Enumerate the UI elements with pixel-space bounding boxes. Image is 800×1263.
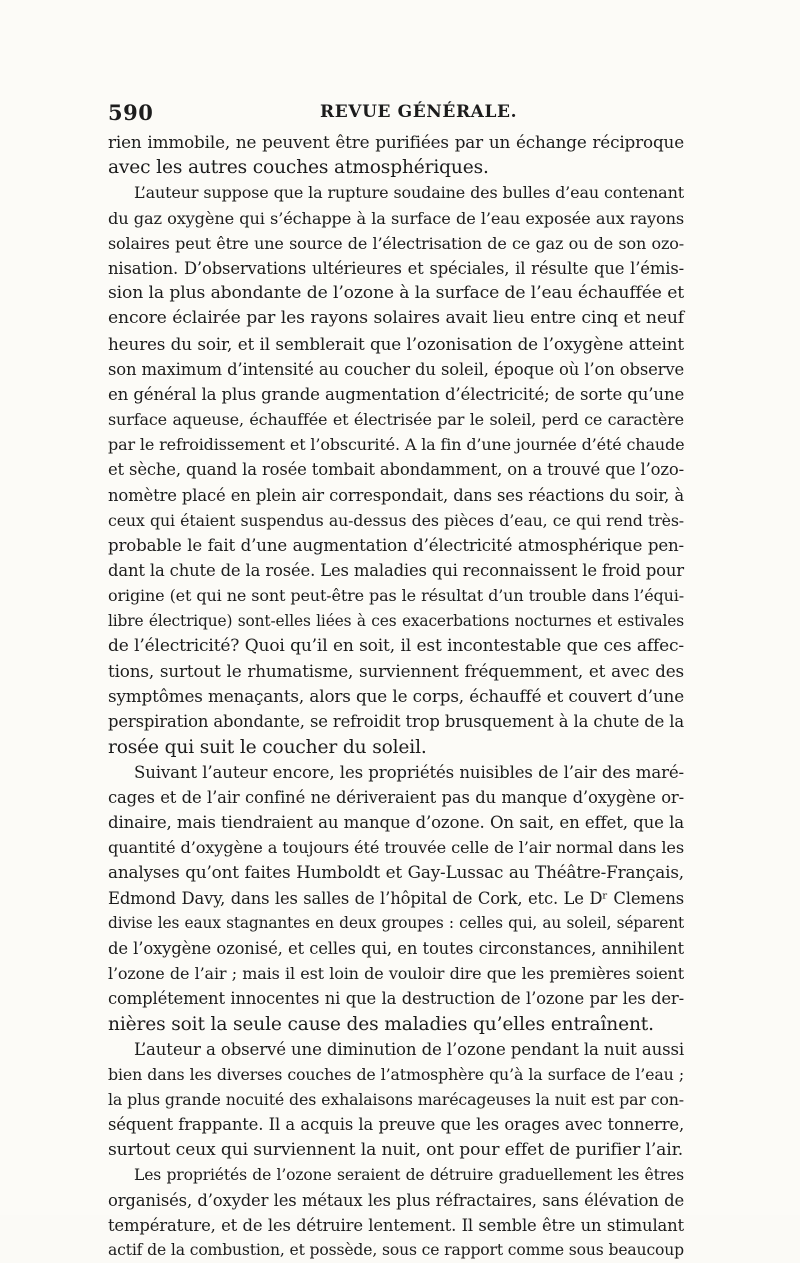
body-text	[108, 130, 684, 1263]
text-line: probable le fait d’une augmentation d’électricité atmosphérique pen-	[108, 536, 684, 555]
text-line: séquent frappante. Il a acquis la preuve que les orages avec tonnerre,	[108, 1115, 684, 1135]
page-header	[108, 100, 684, 128]
text-line: tions, surtout le rhumatisme, surviennent fréquemment, et avec des	[108, 660, 684, 681]
text-line: divise les eaux stagnantes en deux groupes : celles qui, au soleil, séparent	[108, 913, 684, 932]
text-line: en général la plus grande augmentation d’électricité; de sorte qu’une	[108, 384, 685, 404]
text-line: de l’électricité? Quoi qu’il en soit, il est incontestable que ces affec-	[108, 635, 684, 656]
text-line: sion la plus abondante de l’ozone à la surface de l’eau échauffée et	[108, 283, 684, 304]
text-line: température, et de les détruire lentement. Il semble être un stimulant	[108, 1216, 684, 1236]
paragraph-first-line: L’auteur suppose que la rupture soudaine des bulles d’eau contenant	[134, 183, 684, 203]
text-line: avec les autres couches atmosphériques.	[108, 157, 489, 179]
text-line: rien immobile, ne peuvent être purifiées par un échange réciproque	[108, 132, 684, 152]
text-line: rosée qui suit le coucher du soleil.	[108, 736, 427, 758]
paragraph-first-line: L’auteur a observé une diminution de l’ozone pendant la nuit aussi	[134, 1039, 684, 1059]
text-line: l’ozone de l’air ; mais il est loin de vouloir dire que les premières soient	[108, 964, 684, 984]
text-line: nières soit la seule cause des maladies qu’elles entraînent.	[108, 1013, 654, 1035]
text-line: analyses qu’ont faites Humboldt et Gay-Lussac au Théâtre-Français,	[108, 862, 684, 883]
text-line: heures du soir, et il semblerait que l’ozonisation de l’oxygène atteint	[108, 333, 684, 354]
text-line: perspiration abondante, se refroidit trop brusquement à la chute de la	[108, 712, 684, 732]
page-number: 590	[108, 100, 154, 125]
paragraph-first-line: Les propriétés de l’ozone seraient de détruire graduellement les êtres	[134, 1165, 684, 1184]
text-line: libre électrique) sont-elles liées à ces exacerbations nocturnes et estivales	[108, 611, 684, 630]
text-line: et sèche, quand la rosée tombait abondamment, on a trouvé que l’ozo-	[108, 460, 684, 480]
text-line: dant la chute de la rosée. Les maladies qui reconnaissent le froid pour	[108, 561, 684, 581]
text-line: origine (et qui ne sont peut-être pas le résultat d’un trouble dans l’équi-	[108, 586, 684, 606]
text-line: de l’oxygène ozonisé, et celles qui, en toutes circonstances, annihilent	[108, 939, 684, 958]
text-line: par le refroidissement et l’obscurité. A la fin d’une journée d’été chaude	[108, 435, 685, 455]
text-line: solaires peut être une source de l’électrisation de ce gaz ou de son ozo-	[108, 233, 684, 253]
text-line: encore éclairée par les rayons solaires avait lieu entre cinq et neuf	[108, 308, 684, 329]
text-line: cages et de l’air confiné ne dériveraient pas du manque d’oxygène or-	[108, 787, 684, 807]
text-line: surface aqueuse, échauffée et électrisée par le soleil, perd ce caractère	[108, 410, 684, 430]
text-line: du gaz oxygène qui s’échappe à la surface de l’eau exposée aux rayons	[108, 208, 684, 228]
text-line: complétement innocentes ni que la destruction de l’ozone par les der-	[108, 989, 684, 1009]
text-line: organisés, d’oxyder les métaux les plus réfractaires, sans élévation de	[108, 1190, 684, 1210]
running-title: REVUE GÉNÉRALE.	[320, 102, 518, 122]
text-line: actif de la combustion, et possède, sous ce rapport comme sous beaucoup	[108, 1241, 684, 1260]
text-line: quantité d’oxygène a toujours été trouvée celle de l’air normal dans les	[108, 838, 684, 858]
text-line: nisation. D’observations ultérieures et spéciales, il résulte que l’émis-	[108, 258, 684, 278]
text-line: la plus grande nocuité des exhalaisons marécageuses la nuit est par con-	[108, 1090, 684, 1110]
text-line: nomètre placé en plein air correspondait, dans ses réactions du soir, à	[108, 485, 684, 505]
text-line: surtout ceux qui surviennent la nuit, ont pour effet de purifier l’air.	[108, 1139, 684, 1160]
text-line: bien dans les diverses couches de l’atmosphère qu’à la surface de l’eau ;	[108, 1064, 684, 1084]
text-line: Edmond Davy, dans les salles de l’hôpital de Cork, etc. Le Dʳ Clemens	[108, 888, 684, 908]
paragraph-first-line: Suivant l’auteur encore, les propriétés nuisibles de l’air des maré-	[134, 762, 684, 782]
text-line: ceux qui étaient suspendus au-dessus des pièces d’eau, ce qui rend très-	[108, 510, 684, 530]
text-line: son maximum d’intensité au coucher du soleil, époque où l’on observe	[108, 359, 684, 379]
text-line: symptômes menaçants, alors que le corps, échauffé et couvert d’une	[108, 686, 684, 707]
text-line: dinaire, mais tiendraient au manque d’ozone. On sait, en effet, que la	[108, 813, 684, 833]
